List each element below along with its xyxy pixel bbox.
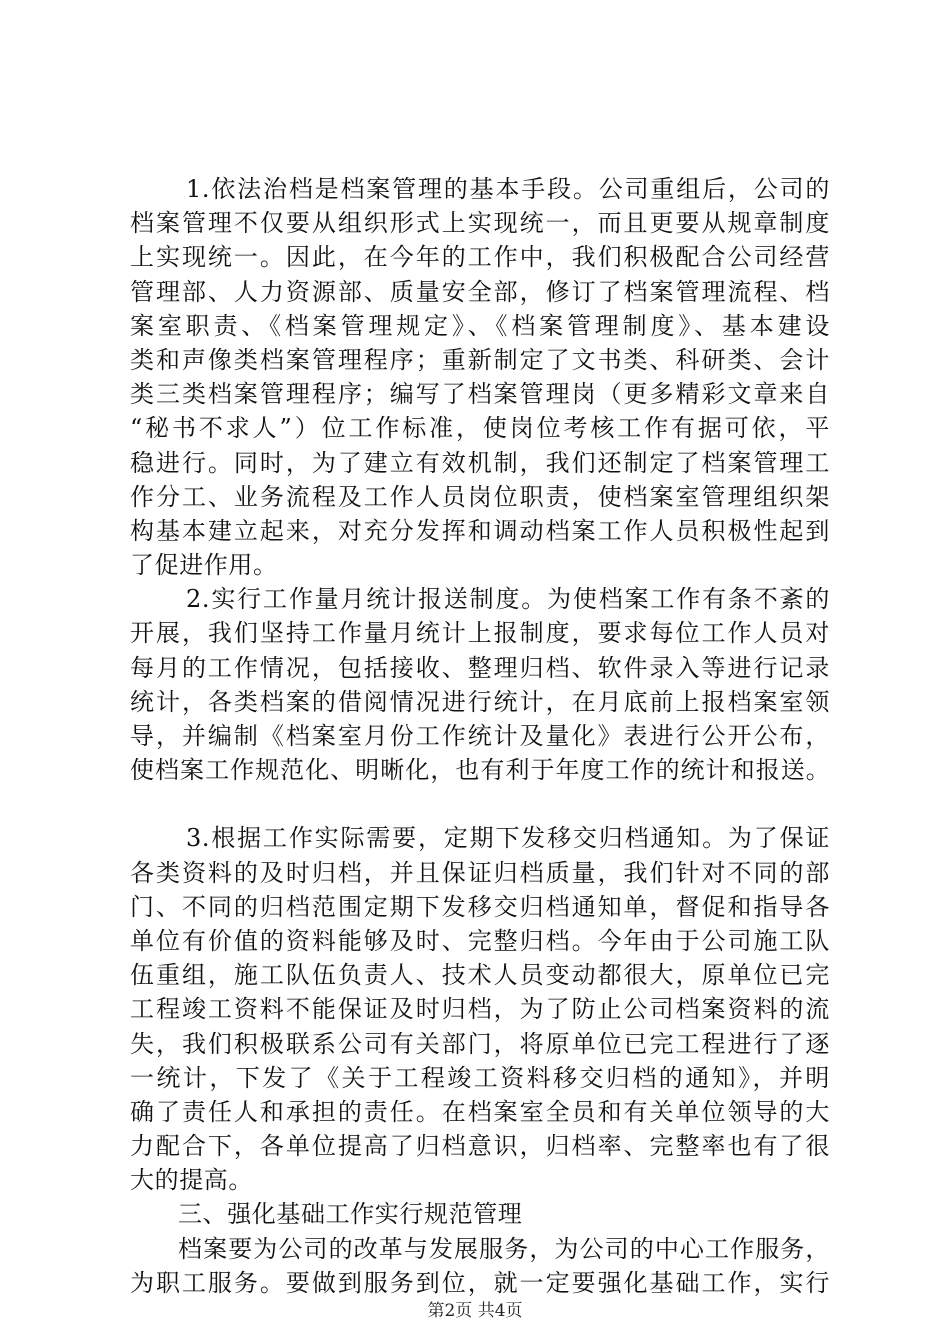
paragraph-line: 伍重组，施工队伍负责人、技术人员变动都很大，原单位已完 [130, 961, 830, 990]
page-footer: 第2页 共4页 [427, 1301, 523, 1321]
paragraph-line: 案室职责、《档案管理规定》、《档案管理制度》、基本建设 [130, 311, 830, 340]
paragraph-line: 各类资料的及时归档，并且保证归档质量，我们针对不同的部 [130, 858, 830, 887]
paragraph-line: 单位有价值的资料能够及时、完整归档。今年由于公司施工队 [130, 926, 830, 955]
paragraph-line: 2.实行工作量月统计报送制度。为使档案工作有条不紊的 [186, 585, 830, 614]
paragraph-line: 失，我们积极联系公司有关部门，将原单位已完工程进行了逐 [130, 1029, 830, 1058]
paragraph-line: 大的提高。 [130, 1166, 253, 1195]
paragraph-line: 档案管理不仅要从组织形式上实现统一，而且更要从规章制度 [130, 209, 830, 238]
paragraph-3 [130, 821, 830, 1197]
paragraph-line: 管理部、人力资源部、质量安全部，修订了档案管理流程、档 [130, 277, 830, 306]
paragraph-line: 类和声像类档案管理程序；重新制定了文书类、科研类、会计 [130, 345, 830, 374]
paragraph-line: 1.依法治档是档案管理的基本手段。公司重组后，公司的 [186, 175, 830, 203]
paragraph-2 [130, 582, 830, 787]
paragraph-line: 导，并编制《档案室月份工作统计及量化》表进行公开公布， [130, 722, 830, 750]
paragraph-line: 了促进作用。 [130, 551, 278, 580]
paragraph-line: 工程竣工资料不能保证及时归档，为了防止公司档案资料的流 [130, 995, 830, 1024]
paragraph-line: 稳进行。同时，为了建立有效机制，我们还制定了档案管理工 [130, 448, 830, 477]
heading-line: 三、强化基础工作实行规范管理 [178, 1200, 523, 1229]
paragraph-line: 档案要为公司的改革与发展服务，为公司的中心工作服务， [178, 1234, 830, 1263]
paragraph-line: 统计，各类档案的借阅情况进行统计，在月底前上报档案室领 [130, 687, 830, 716]
paragraph-line: 构基本建立起来，对充分发挥和调动档案工作人员积极性起到 [130, 516, 830, 545]
paragraph-line: 确了责任人和承担的责任。在档案室全员和有关单位领导的大 [130, 1097, 830, 1126]
paragraph-1 [130, 172, 830, 582]
paragraph-line: 门、不同的归档范围定期下发移交归档通知单，督促和指导各 [130, 892, 830, 921]
document-body [130, 172, 830, 1300]
paragraph-4 [130, 1232, 830, 1300]
paragraph-line: 力配合下，各单位提高了归档意识，归档率、完整率也有了很 [130, 1132, 830, 1161]
paragraph-line: “秘书不求人”）位工作标准，使岗位考核工作有据可依，平 [130, 414, 830, 443]
paragraph-line: 类三类档案管理程序；编写了档案管理岗（更多精彩文章来自 [130, 380, 830, 409]
paragraph-line: 使档案工作规范化、明晰化，也有利于年度工作的统计和报送。 [130, 756, 830, 785]
paragraph-gap [130, 787, 830, 821]
paragraph-line: 开展，我们坚持工作量月统计上报制度，要求每位工作人员对 [130, 619, 830, 648]
paragraph-line: 3.根据工作实际需要，定期下发移交归档通知。为了保证 [186, 824, 830, 853]
section-heading [130, 1197, 830, 1231]
paragraph-line: 为职工服务。要做到服务到位，就一定要强化基础工作，实行 [130, 1268, 830, 1297]
paragraph-line: 上实现统一。因此，在今年的工作中，我们积极配合公司经营 [130, 243, 830, 272]
paragraph-line: 作分工、业务流程及工作人员岗位职责，使档案室管理组织架 [130, 482, 830, 511]
paragraph-line: 每月的工作情况，包括接收、整理归档、软件录入等进行记录 [130, 653, 830, 682]
paragraph-line: 一统计，下发了《关于工程竣工资料移交归档的通知》，并明 [130, 1063, 830, 1092]
